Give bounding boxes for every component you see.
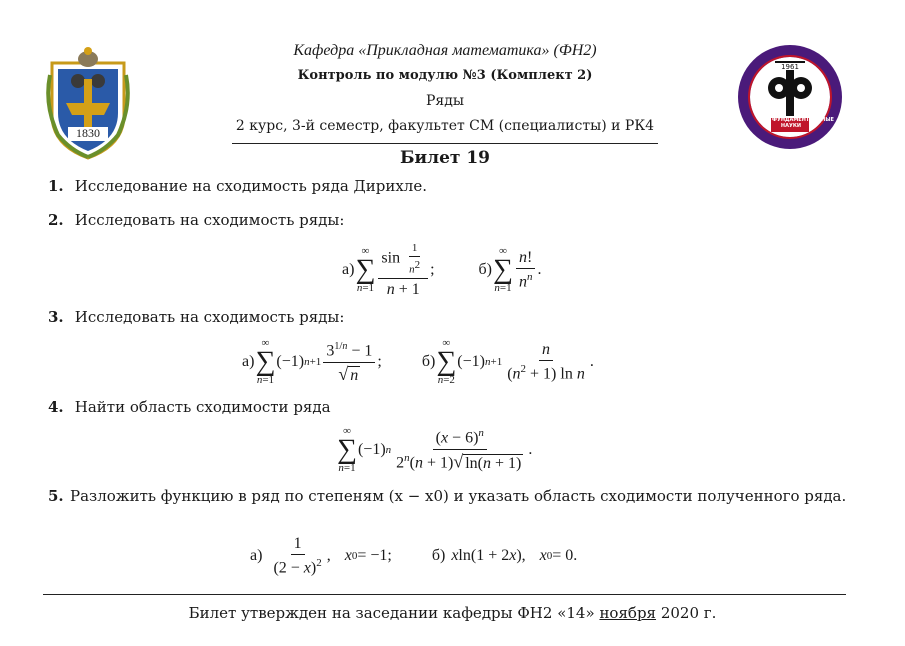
problem-text: Найти область сходимости ряда <box>74 398 331 416</box>
sum-sign: ∞ ∑ n=1 <box>355 245 376 294</box>
problem-3-formulas: а) ∞ ∑ n=1 (−1) n+1 $\frac{3^{1/n} - 1}{√ n}$ ; б) ∞ ∑ n=2 (−1) n+1 $\frac{n}{(n^2 + 1) \ln n}$ . <box>242 337 594 386</box>
fraction: $\frac{n}{(n^2 + 1) \ln n}$ <box>507 340 585 383</box>
problem-text: Исследование на сходимость ряда Дирихле. <box>74 177 427 195</box>
fraction: $\frac{n!}{n^n}$ <box>516 249 536 292</box>
problem-number: 2. <box>48 211 64 229</box>
approval-text: Билет утвержден на заседании кафедры ФН2 «14» <box>188 604 595 622</box>
problem-4-formula: ∞ ∑ n=1 (−1) n $\frac{(x - 6)^n}{2^n(n + 1)√ \ln(n + 1)}$ . <box>337 425 533 474</box>
label-b: б) <box>478 261 492 278</box>
fn-faculty-seal-logo <box>735 42 845 152</box>
subject-title: Ряды <box>425 93 464 109</box>
fraction: $\frac{(x - 6)^n}{2^n(n + 1)√ \ln(n + 1)}$ <box>396 427 522 472</box>
approval-month: ноября <box>599 604 657 622</box>
label-a: а) <box>342 261 355 278</box>
problem-text: Исследовать на сходимость ряды: <box>74 308 345 326</box>
approval-year: 2020 г. <box>660 604 717 622</box>
problem-5 <box>48 483 848 509</box>
label-b: б) <box>431 547 446 564</box>
seal-year: 1961 <box>781 63 799 71</box>
problem-2 <box>48 211 344 229</box>
fraction: $\frac{1}{(2 - x)^2}$ <box>273 534 322 577</box>
control-title: Контроль по модулю №3 (Комплект 2) <box>297 68 593 83</box>
problem-text: Разложить функцию в ряд по степеням (x − x0) и указать область сходимости полученного ряда. <box>70 487 847 505</box>
ticket-title: Билет 19 <box>399 148 491 168</box>
problem-number: 3. <box>48 308 64 326</box>
course-line: 2 курс, 3-й семестр, факультет СМ (специалисты) и РК4 <box>235 118 655 134</box>
problem-2-formulas: а) ∞ ∑ n=1 sin $\frac{1}{n2}$ n + 1 ; б) ∞ ∑ n=1 $\frac{n!}{n^n}$ . <box>342 241 542 298</box>
sum-sign: ∞ ∑ n=1 <box>337 425 357 474</box>
problem-number: 4. <box>48 398 64 416</box>
label-b: б) <box>421 353 436 370</box>
bauman-crest-logo <box>40 45 136 161</box>
sum-sign: ∞ ∑ n=1 <box>493 245 513 294</box>
label-a: а) <box>242 353 255 370</box>
sum-sign: ∞ ∑ n=2 <box>436 337 457 386</box>
problem-1 <box>48 177 427 195</box>
fraction: sin $\frac{1}{n2}$ n + 1 <box>378 242 428 298</box>
approval-line <box>0 604 905 622</box>
problem-3 <box>48 308 344 326</box>
header-divider <box>232 143 658 144</box>
fraction: $\frac{3^{1/n} - 1}{√ n}$ <box>323 340 375 385</box>
problem-5-formulas: а) $\frac{1}{(2 - x)^2}$ , x 0 = −1; б) x ln(1 + 2 x ), x 0 = 0. <box>250 534 578 577</box>
seal-caption: ФУНДАМЕНТАЛЬНЫЕ НАУКИ <box>772 117 834 129</box>
problem-text: Исследовать на сходимость ряды: <box>74 211 345 229</box>
label-a: а) <box>250 547 263 564</box>
crest-year: 1830 <box>76 126 100 140</box>
sum-sign: ∞ ∑ n=1 <box>255 337 276 386</box>
department-title: Кафедра «Прикладная математика» (ФН2) <box>293 42 597 59</box>
problem-4 <box>48 398 331 416</box>
problem-number: 5. <box>48 487 64 505</box>
problem-number: 1. <box>48 177 64 195</box>
footer-divider <box>43 594 846 595</box>
